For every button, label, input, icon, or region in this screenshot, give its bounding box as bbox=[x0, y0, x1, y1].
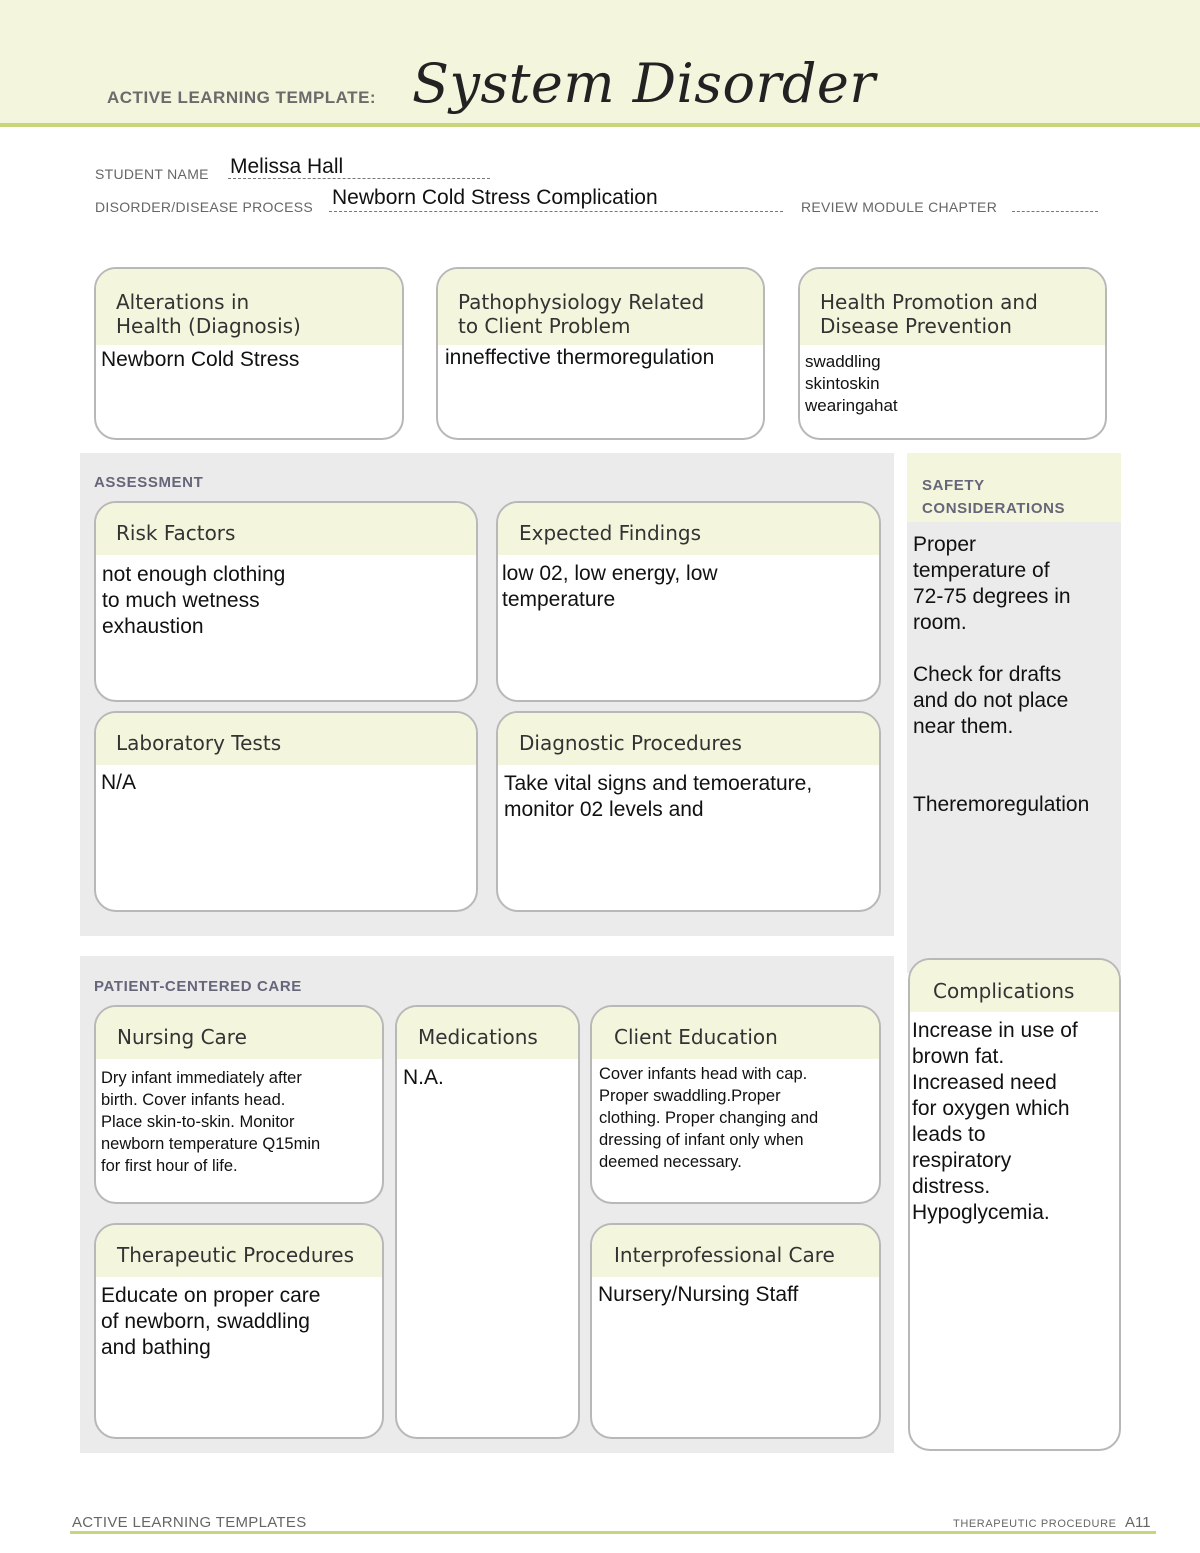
footer-right-label: THERAPEUTIC PROCEDURE bbox=[953, 1518, 1117, 1530]
template-label: ACTIVE LEARNING TEMPLATE: bbox=[107, 88, 377, 107]
diagnostic-procedures-title: Diagnostic Procedures bbox=[498, 713, 879, 765]
nursing-care-box bbox=[94, 1005, 384, 1204]
assessment-label: ASSESSMENT bbox=[94, 474, 204, 491]
footer-left-label: ACTIVE LEARNING TEMPLATES bbox=[72, 1514, 307, 1531]
disorder-line bbox=[329, 211, 783, 212]
health-promotion-title: Health Promotion and Disease Prevention bbox=[800, 269, 1105, 345]
complications-text[interactable]: Increase in use of brown fat. Increased need for oxygen which leads to respiratory distress. Hypoglycemia. bbox=[912, 1019, 1078, 1224]
risk-factors-text[interactable]: not enough clothing to much wetness exhaustion bbox=[102, 563, 286, 638]
laboratory-tests-box bbox=[94, 711, 478, 912]
student-name-field[interactable]: Melissa Hall bbox=[230, 155, 344, 178]
alterations-title: Alterations in Health (Diagnosis) bbox=[96, 269, 402, 345]
pathophysiology-text[interactable]: inneffective thermoregulation bbox=[445, 346, 715, 369]
expected-findings-box bbox=[496, 501, 881, 702]
diagnostic-procedures-text[interactable]: Take vital signs and temoerature, monitor 02 levels and bbox=[504, 772, 813, 821]
interprofessional-care-box bbox=[590, 1223, 881, 1439]
client-education-box bbox=[590, 1005, 881, 1204]
medications-title: Medications bbox=[397, 1007, 578, 1059]
alterations-box bbox=[94, 267, 404, 440]
expected-findings-text[interactable]: low 02, low energy, low temperature bbox=[502, 562, 718, 611]
medications-box bbox=[395, 1005, 580, 1439]
pathophysiology-title: Pathophysiology Related to Client Problem bbox=[438, 269, 763, 345]
laboratory-tests-title: Laboratory Tests bbox=[96, 713, 476, 765]
therapeutic-procedures-title: Therapeutic Procedures bbox=[96, 1225, 382, 1277]
risk-factors-title: Risk Factors bbox=[96, 503, 476, 555]
therapeutic-procedures-text[interactable]: Educate on proper care of newborn, swaddling and bathing bbox=[101, 1284, 321, 1359]
risk-factors-box bbox=[94, 501, 478, 702]
medications-text[interactable]: N.A. bbox=[403, 1066, 444, 1089]
safety-label: SAFETY CONSIDERATIONS bbox=[922, 477, 1066, 517]
complications-title: Complications bbox=[910, 960, 1119, 1012]
client-education-text[interactable]: Cover infants head with cap. Proper swaddling.Proper clothing. Proper changing and dressing of infant only when deemed necessary. bbox=[599, 1065, 819, 1171]
disorder-field[interactable]: Newborn Cold Stress Complication bbox=[332, 186, 658, 209]
therapeutic-procedures-box bbox=[94, 1223, 384, 1439]
interprofessional-care-text[interactable]: Nursery/Nursing Staff bbox=[598, 1283, 799, 1306]
health-promotion-box bbox=[798, 267, 1107, 440]
page-number: A11 bbox=[1125, 1514, 1151, 1531]
nursing-care-title: Nursing Care bbox=[96, 1007, 382, 1059]
header-divider bbox=[0, 123, 1200, 127]
safety-text[interactable]: Proper temperature of 72-75 degrees in room. Check for drafts and do not place near them. Theremoregulation bbox=[913, 533, 1090, 816]
review-module-field[interactable] bbox=[1012, 211, 1098, 212]
interprofessional-care-title: Interprofessional Care bbox=[592, 1225, 879, 1277]
client-education-title: Client Education bbox=[592, 1007, 879, 1059]
diagnostic-procedures-box bbox=[496, 711, 881, 912]
expected-findings-title: Expected Findings bbox=[498, 503, 879, 555]
health-promotion-text[interactable]: swaddling skintoskin wearingahat bbox=[805, 352, 898, 415]
nursing-care-text[interactable]: Dry infant immediately after birth. Cover infants head. Place skin-to-skin. Monitor newborn temperature Q15min for first hour of life. bbox=[101, 1069, 321, 1175]
complications-box bbox=[908, 958, 1121, 1451]
pathophysiology-box bbox=[436, 267, 765, 440]
footer-divider bbox=[70, 1531, 1156, 1534]
student-name-label: STUDENT NAME bbox=[95, 166, 209, 182]
alterations-text[interactable]: Newborn Cold Stress bbox=[101, 348, 300, 371]
template-title: System Disorder bbox=[412, 52, 876, 115]
disorder-label: DISORDER/DISEASE PROCESS bbox=[95, 199, 314, 215]
patient-centered-care-label: PATIENT-CENTERED CARE bbox=[94, 978, 302, 995]
review-module-label: REVIEW MODULE CHAPTER bbox=[801, 199, 998, 215]
laboratory-tests-text[interactable]: N/A bbox=[101, 771, 137, 794]
student-name-line bbox=[228, 178, 490, 179]
